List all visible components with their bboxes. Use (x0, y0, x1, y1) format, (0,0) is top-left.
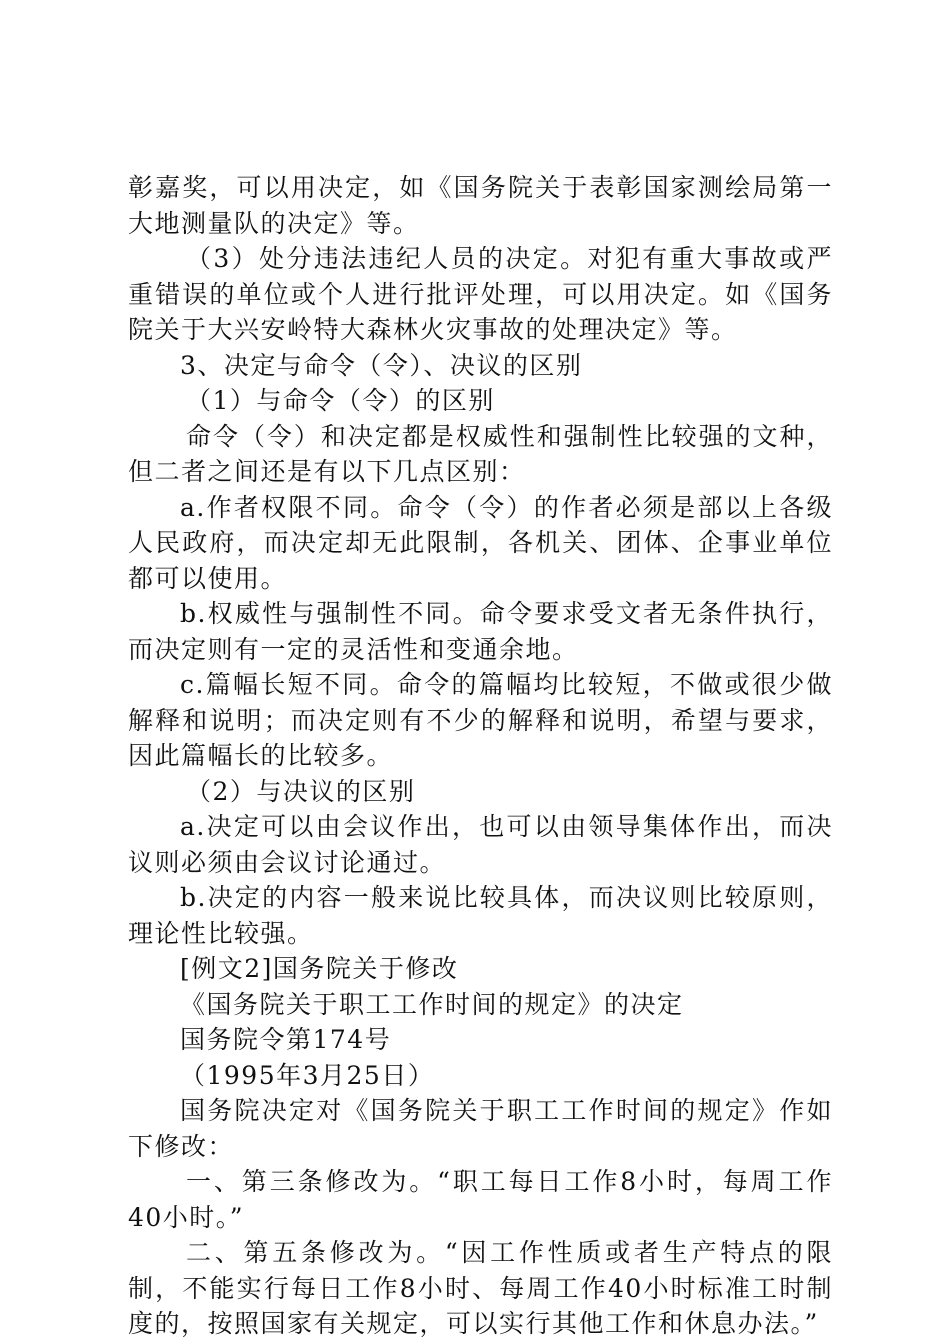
example-article-five: 二、第五条修改为。“因工作性质或者生产特点的限制，不能实行每日工作8小时、每周工作40小时标准工时制度的，按照国家有关规定，可以实行其他工作和休息办法。” (128, 1238, 833, 1338)
paragraph-point-c-length: c.篇幅长短不同。命令的篇幅均比较短，不做或很少做解释和说明；而决定则有不少的解释和说明，希望与要求，因此篇幅长的比较多。 (128, 670, 833, 770)
subheading-vs-order: （1）与命令（令）的区别 (186, 386, 495, 415)
subheading-vs-resolution: （2）与决议的区别 (186, 776, 416, 806)
example-preamble: 国务院决定对《国务院关于职工工作时间的规定》作如下修改： (128, 1096, 833, 1161)
document-body (128, 170, 833, 1342)
paragraph-point-a-authority: a.作者权限不同。命令（令）的作者必须是部以上各级人民政府，而决定却无此限制，各机关、团体、企事业单位都可以使用。 (128, 492, 833, 593)
example-title-line-2: 《国务院关于职工工作时间的规定》的决定 (180, 989, 684, 1019)
section-heading-distinction: 3、决定与命令（令）、决议的区别 (180, 350, 583, 380)
paragraph-punishment-decision: （3）处分违法违纪人员的决定。对犯有重大事故或严重错误的单位或个人进行批评处理，可以用决定。如《国务院关于大兴安岭特大森林火灾事故的处理决定》等。 (128, 244, 833, 344)
example-order-number: 国务院令第174号 (180, 1025, 392, 1054)
paragraph-point-b-mandatory: b.权威性与强制性不同。命令要求受文者无条件执行，而决定则有一定的灵活性和变通余地。 (128, 599, 833, 664)
paragraph-resolution-point-b: b.决定的内容一般来说比较具体，而决议则比较原则，理论性比较强。 (128, 883, 833, 948)
example-date: （1995年3月25日） (180, 1060, 435, 1090)
paragraph-order-intro: 命令（令）和决定都是权威性和强制性比较强的文种，但二者之间还是有以下几点区别： (128, 421, 833, 486)
example-article-three: 一、第三条修改为。“职工每日工作8小时，每周工作40小时。” (128, 1167, 833, 1232)
paragraph-commendation-continued: 彰嘉奖，可以用决定，如《国务院关于表彰国家测绘局第一大地测量队的决定》等。 (128, 173, 833, 238)
paragraph-resolution-point-a: a.决定可以由会议作出，也可以由领导集体作出，而决议则必须由会议讨论通过。 (128, 812, 833, 877)
example-title-line-1: [例文2]国务院关于修改 (180, 954, 459, 983)
